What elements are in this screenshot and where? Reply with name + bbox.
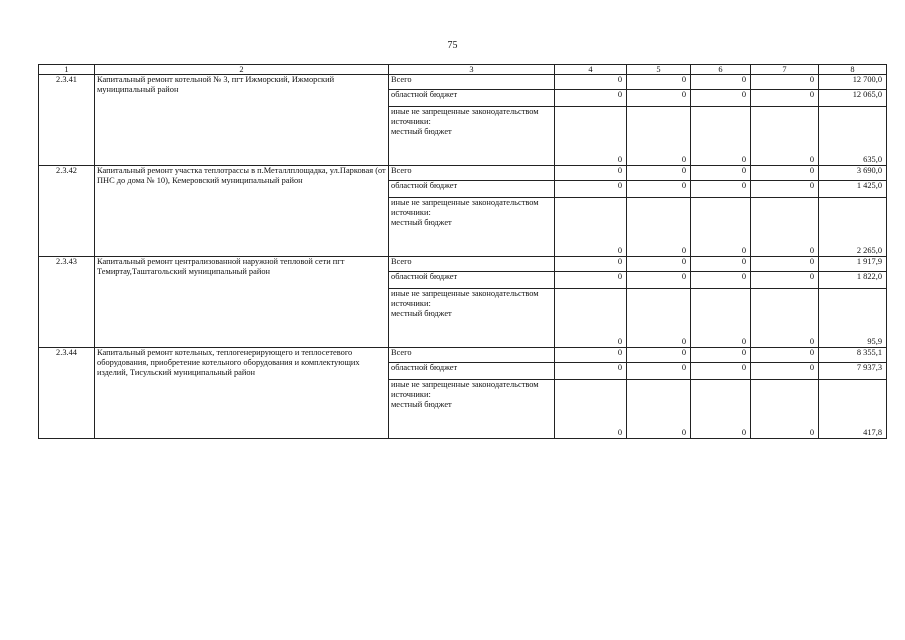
- funding-source-label: [389, 198, 555, 257]
- amount-cell: 0: [751, 348, 819, 363]
- amount-cell: 0: [555, 380, 627, 439]
- amount-cell: 0: [691, 90, 751, 107]
- amount-cell: 635,0: [819, 107, 887, 166]
- amount-cell: 12 700,0: [819, 75, 887, 90]
- amount-cell: 0: [555, 257, 627, 272]
- amount-cell: 0: [691, 257, 751, 272]
- column-number: 2: [95, 65, 389, 75]
- funding-source-text: иные не запрещенные законодательством источники: местный бюджет: [391, 289, 539, 318]
- amount-cell: 0: [555, 198, 627, 257]
- amount-cell: 0: [627, 166, 691, 181]
- funding-source-text: Всего: [391, 348, 412, 357]
- amount-cell: 0: [751, 289, 819, 348]
- amount-cell: 0: [627, 198, 691, 257]
- amount-cell: 0: [691, 198, 751, 257]
- amount-cell: 0: [751, 380, 819, 439]
- amount-cell: 0: [627, 348, 691, 363]
- funding-source-label: [389, 272, 555, 289]
- column-number: 7: [751, 65, 819, 75]
- amount-cell: 0: [751, 272, 819, 289]
- amount-cell: 7 937,3: [819, 363, 887, 380]
- amount-cell: 0: [627, 363, 691, 380]
- funding-source-label: [389, 107, 555, 166]
- table-row: [39, 166, 887, 181]
- funding-source-label: [389, 90, 555, 107]
- funding-source-text: областной бюджет: [391, 90, 458, 99]
- amount-cell: 0: [555, 166, 627, 181]
- amount-cell: 0: [627, 107, 691, 166]
- funding-source-text: иные не запрещенные законодательством источники: местный бюджет: [391, 107, 539, 136]
- funding-source-label: [389, 181, 555, 198]
- amount-cell: 2 265,0: [819, 198, 887, 257]
- funding-source-label: [389, 166, 555, 181]
- amount-cell: 1 822,0: [819, 272, 887, 289]
- amount-cell: 0: [751, 90, 819, 107]
- funding-source-text: Всего: [391, 166, 412, 175]
- amount-cell: 0: [627, 380, 691, 439]
- amount-cell: 0: [555, 348, 627, 363]
- amount-cell: 0: [691, 75, 751, 90]
- amount-cell: 0: [751, 75, 819, 90]
- amount-cell: 0: [691, 272, 751, 289]
- amount-cell: 0: [555, 107, 627, 166]
- table-row: [39, 75, 887, 90]
- table-row: [39, 348, 887, 363]
- item-description: Капитальный ремонт централизованной наружной тепловой сети пгт Темиртау,Таштагольский муниципальный район: [95, 257, 389, 348]
- amount-cell: 0: [691, 107, 751, 166]
- page-number: 75: [447, 40, 458, 51]
- amount-cell: 0: [555, 272, 627, 289]
- amount-cell: 1 917,9: [819, 257, 887, 272]
- amount-cell: 0: [555, 90, 627, 107]
- amount-cell: 0: [691, 363, 751, 380]
- funding-source-label: [389, 289, 555, 348]
- column-number: 8: [819, 65, 887, 75]
- amount-cell: 0: [627, 257, 691, 272]
- item-description: Капитальный ремонт котельных, теплогенерирующего и теплосетевого оборудования, приобретение котельного оборудования и комплектующих изделий, Тисульский муниципальный район: [95, 348, 389, 439]
- amount-cell: 3 690,0: [819, 166, 887, 181]
- funding-source-text: Всего: [391, 75, 412, 84]
- funding-source-text: иные не запрещенные законодательством источники: местный бюджет: [391, 198, 539, 227]
- item-code: 2.3.43: [39, 257, 95, 348]
- amount-cell: 0: [627, 181, 691, 198]
- amount-cell: 0: [691, 348, 751, 363]
- column-number: 6: [691, 65, 751, 75]
- amount-cell: 0: [751, 363, 819, 380]
- amount-cell: 95,9: [819, 289, 887, 348]
- amount-cell: 1 425,0: [819, 181, 887, 198]
- funding-source-label: [389, 257, 555, 272]
- table-row: [39, 257, 887, 272]
- amount-cell: 0: [751, 107, 819, 166]
- amount-cell: 0: [751, 198, 819, 257]
- funding-source-label: [389, 75, 555, 90]
- column-number: 4: [555, 65, 627, 75]
- amount-cell: 0: [627, 272, 691, 289]
- funding-source-text: областной бюджет: [391, 363, 458, 372]
- amount-cell: 0: [751, 181, 819, 198]
- funding-source-label: [389, 348, 555, 363]
- column-number: 5: [627, 65, 691, 75]
- item-code: 2.3.42: [39, 166, 95, 257]
- funding-source-label: [389, 363, 555, 380]
- amount-cell: 0: [627, 289, 691, 348]
- amount-cell: 0: [691, 181, 751, 198]
- funding-source-text: областной бюджет: [391, 272, 458, 281]
- item-description: Капитальный ремонт котельной № 3, пгт Ижморский, Ижморский муниципальный район: [95, 75, 389, 166]
- amount-cell: 417,8: [819, 380, 887, 439]
- amount-cell: 8 355,1: [819, 348, 887, 363]
- item-code: 2.3.44: [39, 348, 95, 439]
- amount-cell: 0: [555, 181, 627, 198]
- amount-cell: 0: [627, 75, 691, 90]
- column-number: 1: [39, 65, 95, 75]
- amount-cell: 0: [555, 363, 627, 380]
- item-description: Капитальный ремонт участка теплотрассы в п.Металлплощадка, ул.Парковая (от ПНС до дома № 10), Кемеровский муниципальный район: [95, 166, 389, 257]
- column-number: 3: [389, 65, 555, 75]
- item-code: 2.3.41: [39, 75, 95, 166]
- amount-cell: 0: [555, 289, 627, 348]
- funding-source-text: Всего: [391, 257, 412, 266]
- amount-cell: 0: [691, 166, 751, 181]
- amount-cell: 0: [751, 166, 819, 181]
- amount-cell: 0: [555, 75, 627, 90]
- funding-table: [38, 64, 887, 439]
- amount-cell: 12 065,0: [819, 90, 887, 107]
- column-number-row: [39, 65, 887, 75]
- funding-source-text: иные не запрещенные законодательством источники: местный бюджет: [391, 380, 539, 409]
- funding-source-label: [389, 380, 555, 439]
- amount-cell: 0: [751, 257, 819, 272]
- funding-source-text: областной бюджет: [391, 181, 458, 190]
- amount-cell: 0: [691, 380, 751, 439]
- amount-cell: 0: [691, 289, 751, 348]
- amount-cell: 0: [627, 90, 691, 107]
